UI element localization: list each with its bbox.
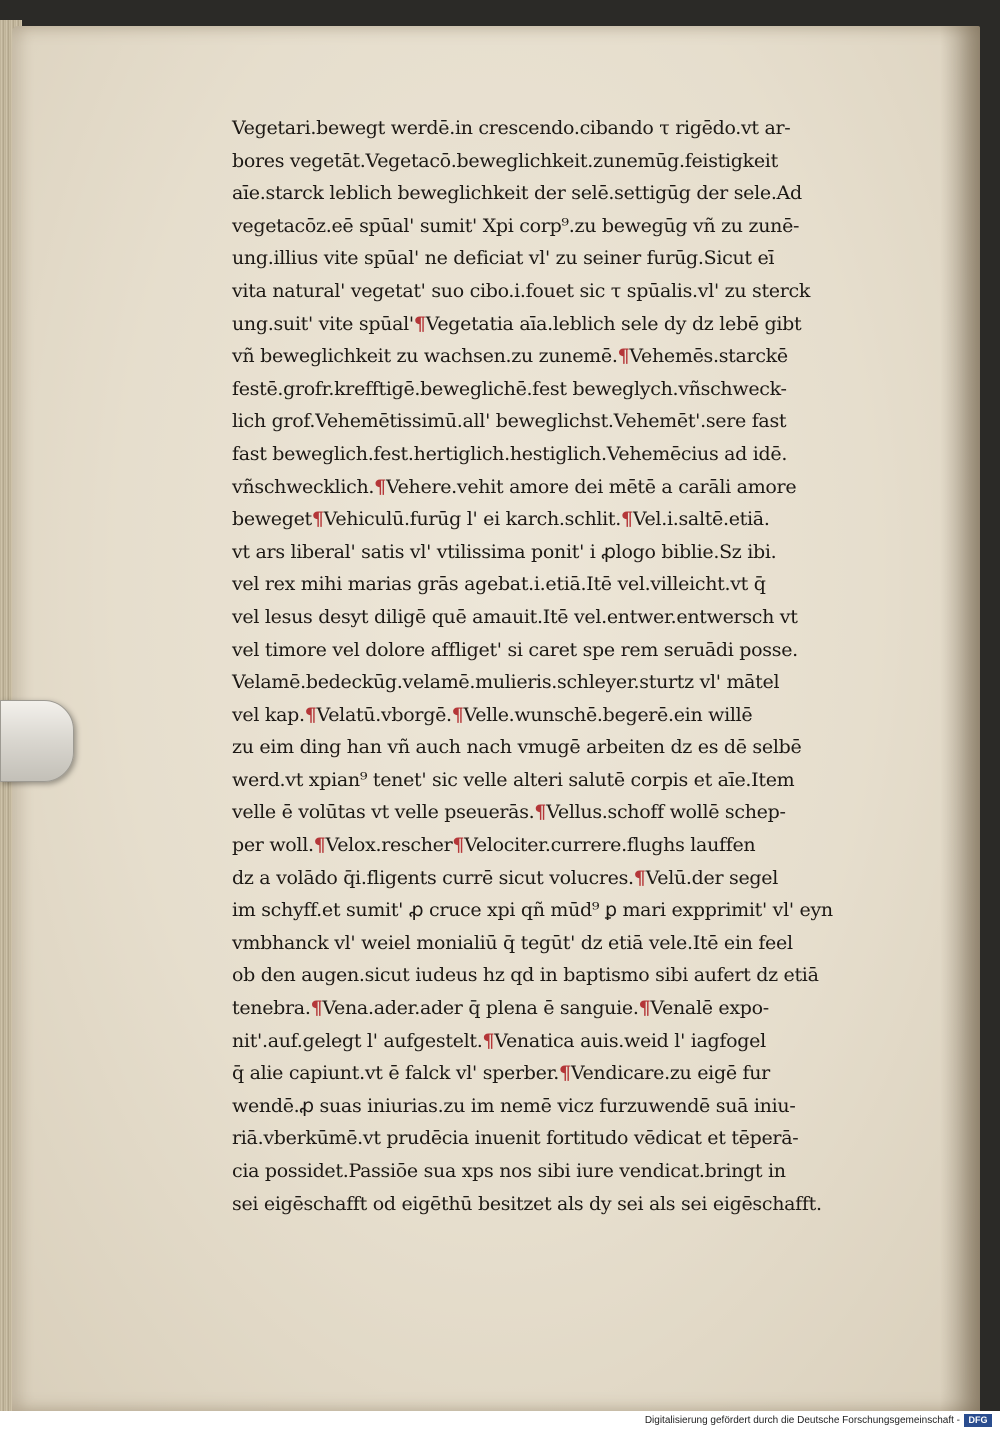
text-line	[232, 829, 872, 862]
rubric-mark: ¶	[452, 834, 465, 857]
rubric-mark: ¶	[304, 703, 317, 726]
rubric-mark: ¶	[633, 866, 646, 889]
text-line	[232, 1155, 872, 1188]
text-line	[232, 731, 872, 764]
rubric-mark: ¶	[638, 997, 651, 1020]
text-segment: Venatica auis.weid l' iagfogel	[494, 1029, 766, 1052]
text-line	[232, 601, 872, 634]
text-segment: Vehere.vehit amore dei mētē a carāli amore	[385, 475, 797, 498]
text-line	[232, 1188, 872, 1221]
text-segment: Vel.i.saltē.etiā.	[632, 508, 770, 531]
text-line	[232, 1025, 872, 1058]
text-segment: vel lesus desyt diligē quē amauit.Itē vel.entwer.entwersch vt	[232, 605, 798, 628]
text-segment: nit'.auf.gelegt l' aufgestelt.	[232, 1029, 483, 1052]
text-segment: ung.suit' vite spūal'	[232, 312, 414, 335]
rubric-mark: ¶	[374, 475, 386, 498]
text-segment: per woll.	[232, 834, 314, 857]
text-segment: beweget	[232, 508, 312, 531]
text-line	[232, 1057, 872, 1090]
text-segment: Velociter.currere.flughs lauffen	[464, 834, 756, 857]
rubric-mark: ¶	[413, 312, 426, 335]
text-segment: Velox.rescher	[325, 834, 453, 857]
text-segment: Vehiculū.furūg l' ei karch.schlit.	[323, 508, 622, 531]
text-segment: vñschwecklich.	[232, 475, 375, 498]
text-line	[232, 242, 872, 275]
text-segment: dz a volādo q̄i.fligents currē sicut volucres.	[232, 866, 634, 889]
text-segment: q̄ alie capiunt.vt ē falck vl' sperber.	[232, 1062, 560, 1085]
text-segment: Vehemēs.starckē	[629, 345, 788, 368]
text-segment: vel kap.	[232, 703, 305, 726]
text-line	[232, 308, 872, 341]
text-segment: vel timore vel dolore affliget' si caret spe rem seruādi posse.	[232, 638, 798, 661]
text-line	[232, 894, 872, 927]
text-segment: lich grof.Vehemētissimū.all' beweglichst.Vehemēt'.sere fast	[232, 410, 787, 433]
text-line	[232, 862, 872, 895]
footer-credit: Digitalisierung gefördert durch die Deutsche Forschungsgemeinschaft -	[644, 1415, 960, 1426]
text-line	[232, 992, 872, 1025]
rubric-mark: ¶	[617, 345, 630, 368]
text-segment: velle ē volūtas vt velle pseuerās.	[232, 801, 535, 824]
text-segment: bores vegetāt.Vegetacō.beweglichkeit.zunemūg.feistigkeit	[232, 149, 778, 172]
text-line	[232, 699, 872, 732]
text-segment: tenebra.	[232, 997, 311, 1020]
text-line	[232, 1122, 872, 1155]
text-segment: vita natural' vegetat' suo cibo.i.fouet sic τ spūalis.vl' zu sterck	[232, 279, 811, 302]
rubric-mark: ¶	[482, 1029, 495, 1052]
text-segment: Velamē.bedeckūg.velamē.mulieris.schleyer.sturtz vl' mātel	[232, 671, 780, 694]
text-line	[232, 568, 872, 601]
text-line	[232, 210, 872, 243]
text-line	[232, 405, 872, 438]
text-segment: werd.vt xpian⁹ tenet' sic velle alteri salutē corpis et aīe.Item	[232, 768, 795, 791]
text-segment: ob den augen.sicut iudeus hz qd in baptismo sibi aufert dz etiā	[232, 964, 819, 987]
text-line	[232, 112, 872, 145]
text-segment: ung.illius vite spūal' ne deficiat vl' zu seiner furūg.Sicut eī	[232, 247, 775, 270]
rubric-mark: ¶	[621, 508, 633, 531]
rubric-mark: ¶	[311, 508, 324, 531]
gutter-shadow	[940, 26, 980, 1411]
text-segment: vegetacōz.eē spūal' sumit' Xpi corp⁹.zu bewegūg vñ zu zunē-	[232, 214, 800, 237]
text-line	[232, 796, 872, 829]
footer	[0, 1411, 1000, 1431]
text-line	[232, 275, 872, 308]
text-segment: aīe.starck leblich beweglichkeit der selē.settigūg der sele.Ad	[232, 182, 802, 205]
rubric-mark: ¶	[559, 1062, 571, 1085]
printed-text-block	[232, 112, 872, 1220]
text-segment: Velū.der segel	[645, 866, 778, 889]
text-line	[232, 1090, 872, 1123]
text-line	[232, 177, 872, 210]
text-line	[232, 959, 872, 992]
text-line	[232, 471, 872, 504]
text-segment: Venalē expo-	[650, 997, 769, 1020]
text-line	[232, 373, 872, 406]
text-segment: sei eigēschafft od eigēthū besitzet als dy sei als sei eigēschafft.	[232, 1192, 822, 1215]
text-segment: fast beweglich.fest.hertiglich.hestiglich.Vehemēcius ad idē.	[232, 442, 788, 465]
text-segment: im schyff.et sumit' ꝓ cruce xpi qñ mūd⁹ ꝑ mari expprimit' vl' eyn	[232, 899, 833, 922]
text-line	[232, 764, 872, 797]
text-segment: riā.vberkūmē.vt prudēcia inuenit fortitudo vēdicat et tēperā-	[232, 1127, 799, 1150]
text-segment: festē.grofr.krefftigē.beweglichē.fest beweglych.vñschweck-	[232, 377, 787, 400]
text-line	[232, 145, 872, 178]
text-segment: wendē.ꝓ suas iniurias.zu im nemē vicz furzuwendē suā iniu-	[232, 1094, 796, 1117]
text-line	[232, 634, 872, 667]
text-segment: cia possidet.Passiōe sua xps nos sibi iure vendicat.bringt in	[232, 1160, 786, 1182]
text-line	[232, 927, 872, 960]
text-segment: vñ beweglichkeit zu wachsen.zu zunemē.	[232, 345, 618, 368]
text-segment: vel rex mihi marias grās agebat.i.etiā.Itē vel.villeicht.vt q̄	[232, 573, 766, 596]
text-line	[232, 666, 872, 699]
text-segment: vmbhanck vl' weiel monialiū q̄ tegūt' dz etiā vele.Itē ein feel	[232, 931, 793, 954]
text-segment: zu eim ding han vñ auch nach vmugē arbeiten dz es dē selbē	[232, 736, 802, 759]
rubric-mark: ¶	[310, 997, 323, 1020]
text-segment: vt ars liberal' satis vl' vtilissima ponit' i ꝓlogo biblie.Sz ibi.	[232, 540, 777, 563]
text-line	[232, 340, 872, 373]
text-line	[232, 536, 872, 569]
text-segment: Vena.ader.ader q̄ plena ē sanguie.	[322, 997, 639, 1020]
text-line	[232, 438, 872, 471]
rubric-mark: ¶	[534, 801, 547, 824]
text-segment: Vendicare.zu eigē fur	[570, 1062, 770, 1085]
text-segment: Velatū.vborgē.	[316, 703, 452, 726]
text-segment: Vegetatia aīa.leblich sele dy dz lebē gibt	[425, 312, 802, 335]
dfg-logo: DFG	[964, 1414, 992, 1427]
text-segment: Velle.wunschē.begerē.ein willē	[463, 703, 753, 726]
text-segment: Vellus.schoff wollē schep-	[546, 801, 786, 824]
page-clip	[0, 700, 74, 782]
rubric-mark: ¶	[451, 703, 464, 726]
rubric-mark: ¶	[313, 834, 326, 857]
text-segment: Vegetari.bewegt werdē.in crescendo.cibando τ rigēdo.vt ar-	[232, 117, 791, 139]
text-line	[232, 503, 872, 536]
